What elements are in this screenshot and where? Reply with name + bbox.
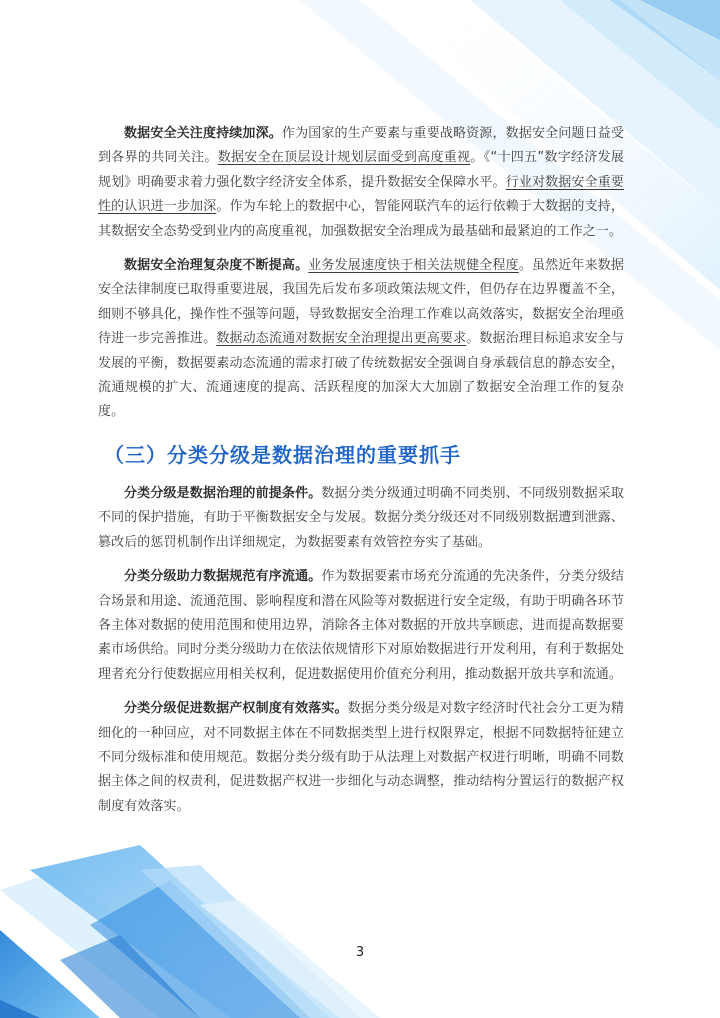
section-heading: （三）分类分级是数据治理的重要抓手 — [104, 442, 461, 467]
paragraph-text: 作为国家的生产要素与重要战略资源，数据安全问题日益受到各界的共同关注。 — [98, 126, 625, 166]
paragraph-text: 。虽然近年来数据安全法律制度已取得重要进展，我国先后发布多项政策法规文件，但仍存在边界覆盖不全，细则不够具化，操作性不强等问题，导致数据安全治理工作难以高效落实，数据安全治理亟待进一步完善推进。 — [98, 258, 624, 347]
underlined-phrase: 行业对数据安全重要性的认识进一步加深 — [98, 174, 624, 215]
underlined-phrase: 业务发展速度快于相关法规健全程度 — [308, 258, 519, 274]
paragraph-lead: 数据安全关注度持续加深。 — [124, 126, 282, 141]
page-number: 3 — [355, 945, 365, 960]
paragraph-text: 数据分类分级是对数字经济时代社会分工更为精细化的一种回应，对不同数据主体在不同数据类型上进行权限界定，根据不同数据特征建立不同分级标准和使用规范。数据分类分级有助于从法理上对数据产权进行明晰，明确不同数据主体之间的权责利，促进数据产权进一步细化与动态调整，推动结构分置运行的数据产权制度有效落实。 — [98, 701, 625, 814]
paragraph-lead: 分类分级助力数据规范有序流通。 — [124, 569, 322, 585]
paragraph-text: 。作为车轮上的数据中心，智能网联汽车的运行依赖于大数据的支持，其数据安全态势受到业内的高度重视，加强数据安全治理成为最基础和最紧迫的工作之一。 — [98, 199, 624, 239]
paragraph-group-a — [98, 122, 624, 425]
paragraph-lead: 分类分级是数据治理的前提条件。 — [124, 485, 322, 501]
body-paragraph — [98, 565, 624, 687]
paragraph-text: 作为数据要素市场充分流通的先决条件，分类分级结合场景和用途、流通范围、影响程度和潜在风险等对数据进行安全定级，有助于明确各环节各主体对数据的使用范围和使用边界，消除各主体对数据的开放共享顾虑，进而提高数据要素市场供给。同时分类分级助力在依法依规情形下对原始数据进行开发利用，有利于数据处理者充分行使数据应用相关权利，促进数据使用价值充分利用，推动数据开放共享和流通。 — [98, 569, 624, 682]
paragraph-text: 。《“十四五”数字经济发展规划》明确要求着力强化数字经济安全体系，提升数据安全保障水平。 — [98, 150, 624, 190]
paragraph-text: 。数据治理目标追求安全与发展的平衡，数据要素动态流通的需求打破了传统数据安全强调自身承载信息的静态安全，流通规模的扩大、流通速度的提高、活跃程度的加深大大加剧了数据安全治理工作的复杂度。 — [98, 331, 624, 420]
page-body — [98, 122, 624, 829]
bottom-left-stripes — [0, 845, 380, 1018]
paragraph-lead: 数据安全治理复杂度不断提高。 — [124, 258, 309, 274]
body-paragraph — [98, 697, 624, 819]
body-paragraph — [98, 254, 624, 425]
paragraph-lead: 分类分级促进数据产权制度有效落实。 — [124, 701, 348, 717]
paragraph-text: 数据分类分级通过明确不同类别、不同级别数据采取不同的保护措施，有助于平衡数据安全与发展。数据分类分级还对不同级别数据遭到泄露、篡改后的惩罚机制作出详细规定，为数据要素有效管控夯实了基础。 — [98, 485, 624, 550]
paragraph-group-b — [98, 482, 624, 819]
underlined-phrase: 数据动态流通对数据安全治理提出更高要求 — [216, 331, 467, 347]
body-paragraph — [98, 122, 624, 244]
underlined-phrase: 数据安全在顶层设计规划层面受到高度重视 — [217, 150, 471, 166]
body-paragraph — [98, 482, 624, 555]
